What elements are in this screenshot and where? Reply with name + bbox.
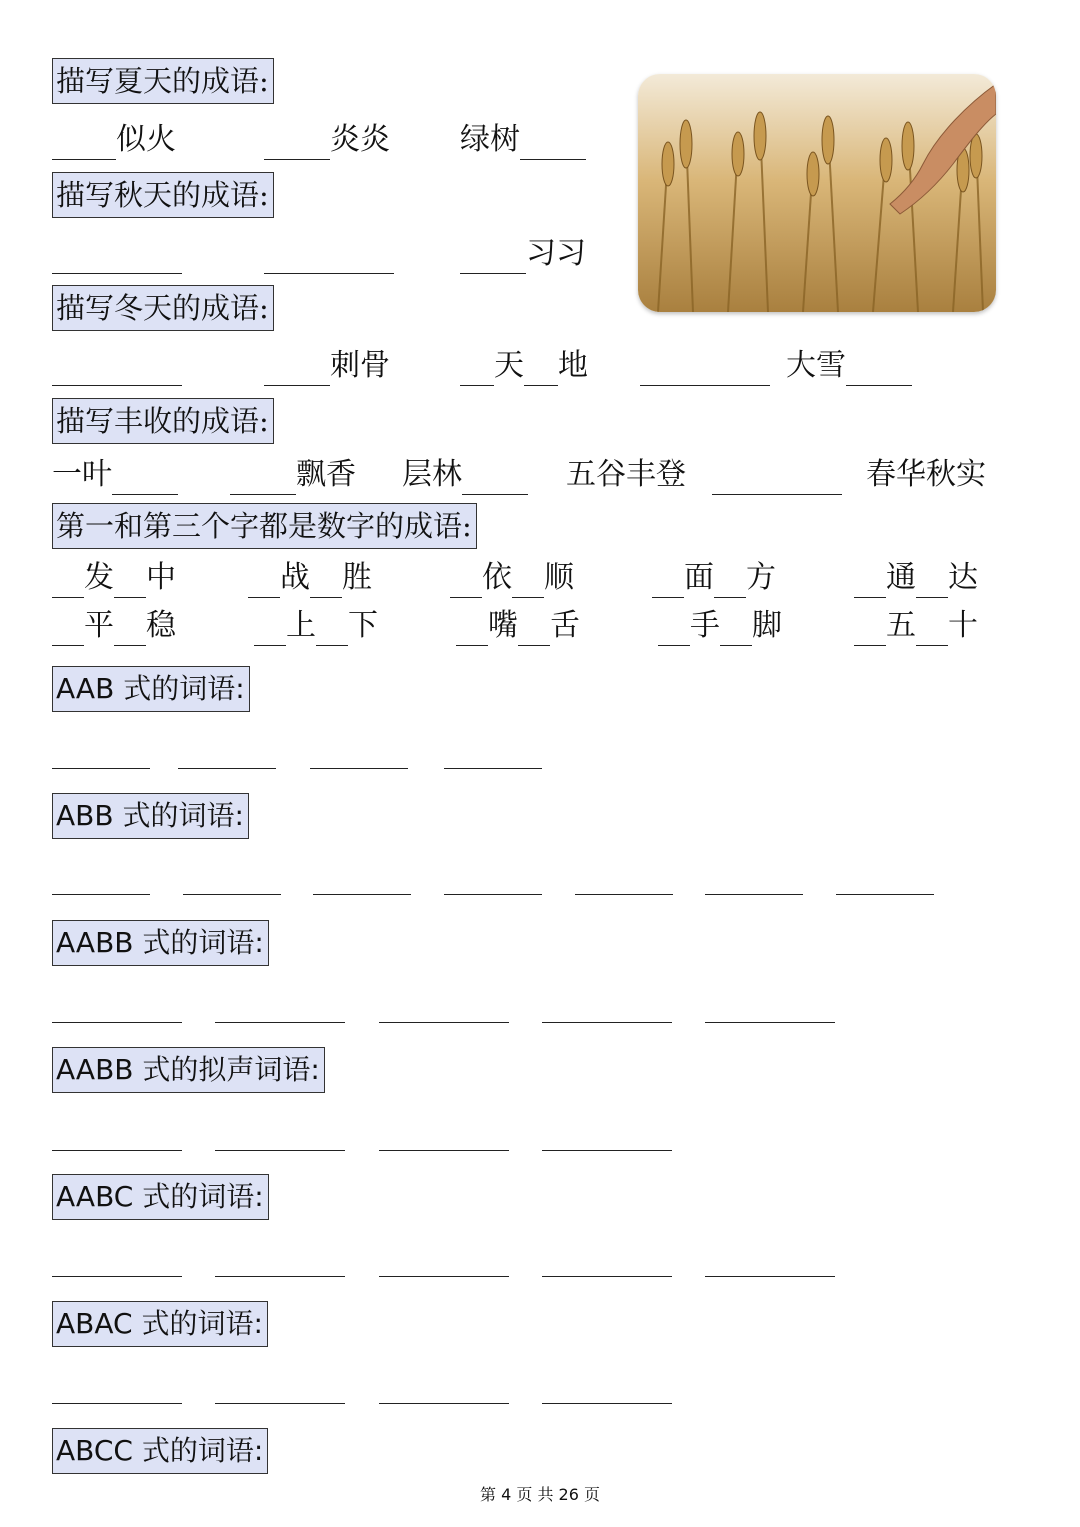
answer-line[interactable]	[215, 1022, 345, 1023]
idiom-text-full: 春华秋实	[866, 457, 986, 492]
section-header-aab: AAB 式的词语:	[52, 666, 250, 712]
section-header-numbers: 第一和第三个字都是数字的成语:	[52, 503, 477, 549]
section-header-aabc: AABC 式的词语:	[52, 1174, 269, 1220]
answer-line[interactable]	[542, 1276, 672, 1277]
section-header-winter: 描写冬天的成语:	[52, 285, 274, 331]
number-idiom[interactable]: 面 方	[652, 558, 776, 598]
answer-line[interactable]	[575, 894, 673, 895]
answer-line[interactable]	[705, 1276, 835, 1277]
section-header-abac: ABAC 式的词语:	[52, 1301, 268, 1347]
answer-line[interactable]	[836, 894, 934, 895]
idiom-text: 地	[558, 348, 588, 383]
answer-line[interactable]	[52, 894, 150, 895]
answer-line[interactable]	[52, 1276, 182, 1277]
answer-line[interactable]	[379, 1403, 509, 1404]
answer-line[interactable]	[705, 1022, 835, 1023]
answer-line[interactable]	[52, 1150, 182, 1151]
idiom-blank-6[interactable]	[460, 346, 588, 386]
number-idiom[interactable]: 战 胜	[248, 558, 372, 598]
section-header-harvest: 描写丰收的成语:	[52, 398, 274, 444]
idiom-text: 刺骨	[330, 348, 390, 383]
answer-line[interactable]	[215, 1276, 345, 1277]
number-idiom[interactable]: 通 达	[854, 558, 978, 598]
answer-line[interactable]	[705, 894, 803, 895]
answer-line[interactable]	[542, 1403, 672, 1404]
section-header-aabb-sound: AABB 式的拟声词语:	[52, 1047, 325, 1093]
section-header-autumn: 描写秋天的成语:	[52, 172, 274, 218]
number-idiom[interactable]: 平 稳	[52, 606, 176, 646]
idiom-blank-2[interactable]	[264, 120, 390, 160]
idiom-blank-10[interactable]	[402, 455, 528, 495]
answer-line[interactable]	[542, 1150, 672, 1151]
idiom-text: 大雪	[786, 348, 846, 383]
idiom-text: 一叶	[52, 457, 112, 492]
idiom-blank-9[interactable]	[230, 455, 356, 495]
idiom-blank-full[interactable]	[52, 346, 182, 386]
idiom-blank-full[interactable]	[264, 234, 394, 274]
answer-line[interactable]	[542, 1022, 672, 1023]
answer-line[interactable]	[52, 768, 150, 769]
answer-line[interactable]	[310, 768, 408, 769]
idiom-blank-8[interactable]	[52, 455, 178, 495]
idiom-blank-full[interactable]	[640, 346, 770, 386]
answer-line[interactable]	[183, 894, 281, 895]
answer-line[interactable]	[379, 1276, 509, 1277]
answer-line[interactable]	[215, 1403, 345, 1404]
idiom-blank-7[interactable]	[786, 346, 912, 386]
answer-line[interactable]	[215, 1150, 345, 1151]
number-idiom[interactable]: 依 顺	[450, 558, 574, 598]
idiom-blank-full[interactable]	[712, 455, 842, 495]
number-idiom[interactable]: 发 中	[52, 558, 176, 598]
section-header-summer: 描写夏天的成语:	[52, 58, 274, 104]
section-header-abcc: ABCC 式的词语:	[52, 1428, 268, 1474]
idiom-text: 绿树	[460, 122, 520, 157]
section-header-abb: ABB 式的词语:	[52, 793, 249, 839]
idiom-text: 似火	[116, 122, 176, 157]
number-idiom[interactable]: 五 十	[854, 606, 978, 646]
number-idiom[interactable]: 手 脚	[658, 606, 782, 646]
idiom-text: 炎炎	[330, 122, 390, 157]
answer-line[interactable]	[178, 768, 276, 769]
idiom-text: 习习	[526, 236, 586, 271]
idiom-blank-1[interactable]	[52, 120, 176, 160]
idiom-blank-4[interactable]	[460, 234, 586, 274]
section-header-aabb: AABB 式的词语:	[52, 920, 269, 966]
idiom-blank-full[interactable]	[52, 234, 182, 274]
answer-line[interactable]	[52, 1022, 182, 1023]
answer-line[interactable]	[52, 1403, 182, 1404]
idiom-text: 飘香	[296, 457, 356, 492]
idiom-blank-3[interactable]	[460, 120, 586, 160]
wheat-field-photo	[638, 74, 996, 312]
page-footer: 第 4 页 共 26 页	[480, 1485, 600, 1504]
number-idiom[interactable]: 上 下	[254, 606, 378, 646]
number-idiom[interactable]: 嘴 舌	[456, 606, 580, 646]
answer-line[interactable]	[444, 768, 542, 769]
answer-line[interactable]	[444, 894, 542, 895]
idiom-text-full: 五谷丰登	[566, 457, 686, 492]
idiom-text: 天	[494, 348, 524, 383]
idiom-text: 层林	[402, 457, 462, 492]
answer-line[interactable]	[313, 894, 411, 895]
answer-line[interactable]	[379, 1150, 509, 1151]
idiom-blank-5[interactable]	[264, 346, 390, 386]
answer-line[interactable]	[379, 1022, 509, 1023]
